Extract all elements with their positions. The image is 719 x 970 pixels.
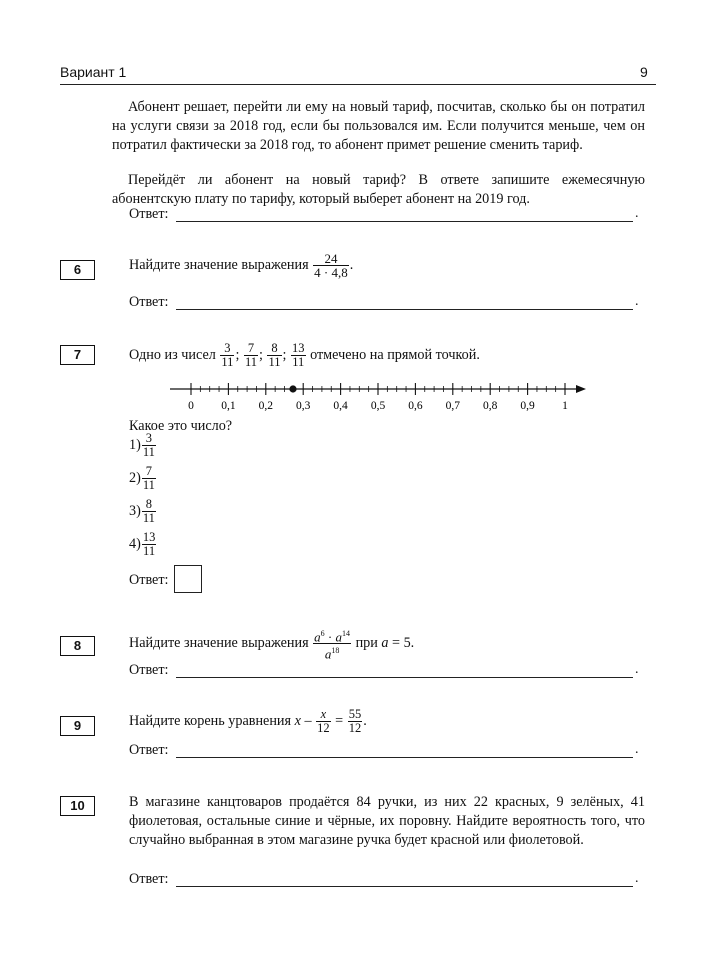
task-number-10: 10 bbox=[60, 796, 95, 816]
task-8-answer-label: Ответ: bbox=[129, 662, 169, 678]
task-6-denominator: 4 · 4,8 bbox=[314, 265, 348, 280]
task-6-answer-label: Ответ: bbox=[129, 294, 169, 310]
task-7-answer-box[interactable] bbox=[174, 565, 202, 593]
intro-paragraph-2: Перейдёт ли абонент на новый тариф? В ответе запишите ежемесячную абонентскую плату по тарифу, который выберет абонент на 2019 год. bbox=[112, 172, 645, 207]
option-2-prefix: 2) bbox=[129, 469, 141, 486]
task-7-frac-2-den: 11 bbox=[244, 355, 257, 369]
task-9-fraction-2 bbox=[348, 708, 363, 735]
task-9-frac-1-den: 12 bbox=[317, 721, 330, 735]
task-8-cond-post: = 5. bbox=[392, 635, 415, 652]
task-9-period: . bbox=[363, 712, 367, 729]
option-4-prefix: 4) bbox=[129, 535, 141, 552]
task-number-7: 7 bbox=[60, 345, 95, 365]
task-9-answer-dot: . bbox=[635, 742, 639, 757]
task-9-text: Найдите корень уравнения bbox=[129, 712, 292, 729]
task-7-frac-1-den: 11 bbox=[221, 355, 234, 369]
task-7-text-pre: Одно из чисел bbox=[129, 346, 216, 363]
task-9-minus: – bbox=[304, 712, 312, 729]
task-7-option-2[interactable] bbox=[129, 465, 157, 492]
task-7-sep-2: ; bbox=[258, 346, 263, 363]
task-6-numerator: 24 bbox=[324, 251, 338, 266]
task-9-answer-label: Ответ: bbox=[129, 742, 169, 758]
task-8-fraction bbox=[313, 627, 351, 661]
option-3-fraction bbox=[142, 498, 156, 525]
number-line-label: 1 bbox=[562, 400, 568, 412]
option-1-fraction bbox=[142, 432, 156, 459]
number-line-label: 0 bbox=[188, 400, 194, 412]
option-4-num: 13 bbox=[142, 530, 156, 544]
task-7-answer-label: Ответ: bbox=[129, 572, 169, 588]
task-8-var-a2: a bbox=[335, 629, 343, 645]
task-7-fraction-1 bbox=[220, 342, 234, 369]
option-2-fraction bbox=[142, 465, 156, 492]
option-3-den: 11 bbox=[142, 511, 155, 525]
number-line bbox=[165, 378, 595, 418]
page-number: 9 bbox=[640, 64, 648, 80]
number-line-label: 0,6 bbox=[408, 400, 423, 412]
task-8-cond-var: a bbox=[381, 635, 389, 652]
task-7-option-1[interactable] bbox=[129, 432, 157, 459]
task-7-frac-1-num: 3 bbox=[224, 341, 231, 355]
task-8-numerator bbox=[313, 627, 351, 643]
number-line-point bbox=[289, 385, 296, 392]
task-6-text: Найдите значение выражения bbox=[129, 256, 309, 273]
task-9-equals: = bbox=[335, 712, 344, 729]
option-4-den: 11 bbox=[143, 544, 156, 558]
task-6-answer-dot: . bbox=[635, 294, 639, 309]
task-8-var-a3: a bbox=[324, 646, 332, 662]
task-10-answer-line[interactable] bbox=[176, 886, 633, 887]
task-8-answer-dot: . bbox=[635, 662, 639, 677]
task-8-statement bbox=[129, 627, 414, 661]
option-2-num: 7 bbox=[145, 464, 152, 478]
task-9-fraction-1 bbox=[316, 708, 331, 735]
task-6-answer-line[interactable] bbox=[176, 309, 633, 310]
task-7-fraction-4 bbox=[291, 342, 306, 369]
task-7-sep-1: ; bbox=[235, 346, 240, 363]
task-8-text: Найдите значение выражения bbox=[129, 635, 309, 652]
task-6-fraction bbox=[313, 252, 349, 279]
task-7-option-3[interactable] bbox=[129, 498, 157, 525]
option-4-fraction bbox=[142, 531, 157, 558]
task-8-exp-2: 14 bbox=[342, 629, 351, 638]
number-line-arrow-icon bbox=[576, 385, 586, 393]
task-number-9: 9 bbox=[60, 716, 95, 736]
task-7-statement bbox=[129, 342, 480, 369]
option-1-num: 3 bbox=[145, 431, 152, 445]
number-line-label: 0,7 bbox=[445, 400, 460, 412]
running-header-variant: Вариант 1 bbox=[60, 64, 127, 80]
task-7-option-4[interactable] bbox=[129, 531, 157, 558]
task-10-text: В магазине канцтоваров продаётся 84 ручки, из них 22 красных, 9 зелёных, 41 фиолетовая, остальные синие и чёрные, их поровну. Найдите вероятность того, что случайно выбранная в этом магазине ручка будет красной или фиолетовой. bbox=[129, 794, 645, 848]
number-line-label: 0,1 bbox=[221, 400, 236, 412]
option-1-prefix: 1) bbox=[129, 436, 141, 453]
option-2-den: 11 bbox=[142, 478, 155, 492]
task-9-frac-1-num: x bbox=[320, 707, 327, 721]
number-line-label: 0,9 bbox=[520, 400, 535, 412]
intro-answer-dot: . bbox=[635, 206, 639, 221]
number-line-label: 0,4 bbox=[333, 400, 348, 412]
number-line-label: 0,2 bbox=[258, 400, 273, 412]
task-8-answer-line[interactable] bbox=[176, 677, 633, 678]
task-9-x: x bbox=[294, 712, 301, 729]
task-9-frac-2-num: 55 bbox=[348, 707, 362, 721]
task-9-statement bbox=[129, 708, 367, 735]
task-8-exp-3: 18 bbox=[331, 646, 340, 656]
task-number-8: 8 bbox=[60, 636, 95, 656]
number-line-label: 0,8 bbox=[483, 400, 498, 412]
option-3-prefix: 3) bbox=[129, 502, 141, 519]
option-1-den: 11 bbox=[142, 445, 155, 459]
task-6-period: . bbox=[349, 256, 354, 273]
task-number-6: 6 bbox=[60, 260, 95, 280]
task-10-answer-label: Ответ: bbox=[129, 871, 169, 887]
task-7-frac-3-den: 11 bbox=[268, 355, 281, 369]
task-8-denominator bbox=[313, 643, 351, 660]
task-10-answer-dot: . bbox=[635, 871, 639, 886]
task-6-statement bbox=[129, 252, 353, 279]
intro-answer-line[interactable] bbox=[176, 221, 633, 222]
intro-paragraph-1: Абонент решает, перейти ли ему на новый тариф, посчитав, сколько бы он потратил на услуги связи за 2018 год, если бы пользовался им. Если получится меньше, чем он потратил фактически за 2018 год, то абонент примет решение сменить тариф. bbox=[112, 99, 645, 153]
option-3-num: 8 bbox=[145, 497, 152, 511]
task-8-var-a1: a bbox=[314, 629, 321, 645]
task-9-answer-line[interactable] bbox=[176, 757, 633, 758]
task-8-dot: · bbox=[327, 629, 333, 645]
number-line-label: 0,5 bbox=[370, 400, 386, 412]
task-7-text-post: отмечено на прямой точкой. bbox=[310, 346, 480, 363]
task-8-exp-1: 6 bbox=[320, 629, 325, 638]
task-9-frac-2-den: 12 bbox=[348, 721, 362, 735]
number-line-label: 0,3 bbox=[296, 400, 311, 412]
task-7-frac-2-num: 7 bbox=[247, 341, 255, 355]
task-7-fraction-3 bbox=[267, 342, 281, 369]
task-7-frac-3-num: 8 bbox=[271, 341, 278, 355]
intro-answer-label: Ответ: bbox=[129, 206, 169, 222]
task-8-cond-pre: при bbox=[355, 635, 378, 652]
task-7-sep-3: ; bbox=[282, 346, 287, 363]
task-7-question: Какое это число? bbox=[129, 418, 233, 434]
header-rule bbox=[60, 84, 656, 85]
task-7-fraction-2 bbox=[244, 342, 258, 369]
task-7-frac-4-num: 13 bbox=[292, 341, 305, 355]
task-7-frac-4-den: 11 bbox=[292, 355, 305, 369]
